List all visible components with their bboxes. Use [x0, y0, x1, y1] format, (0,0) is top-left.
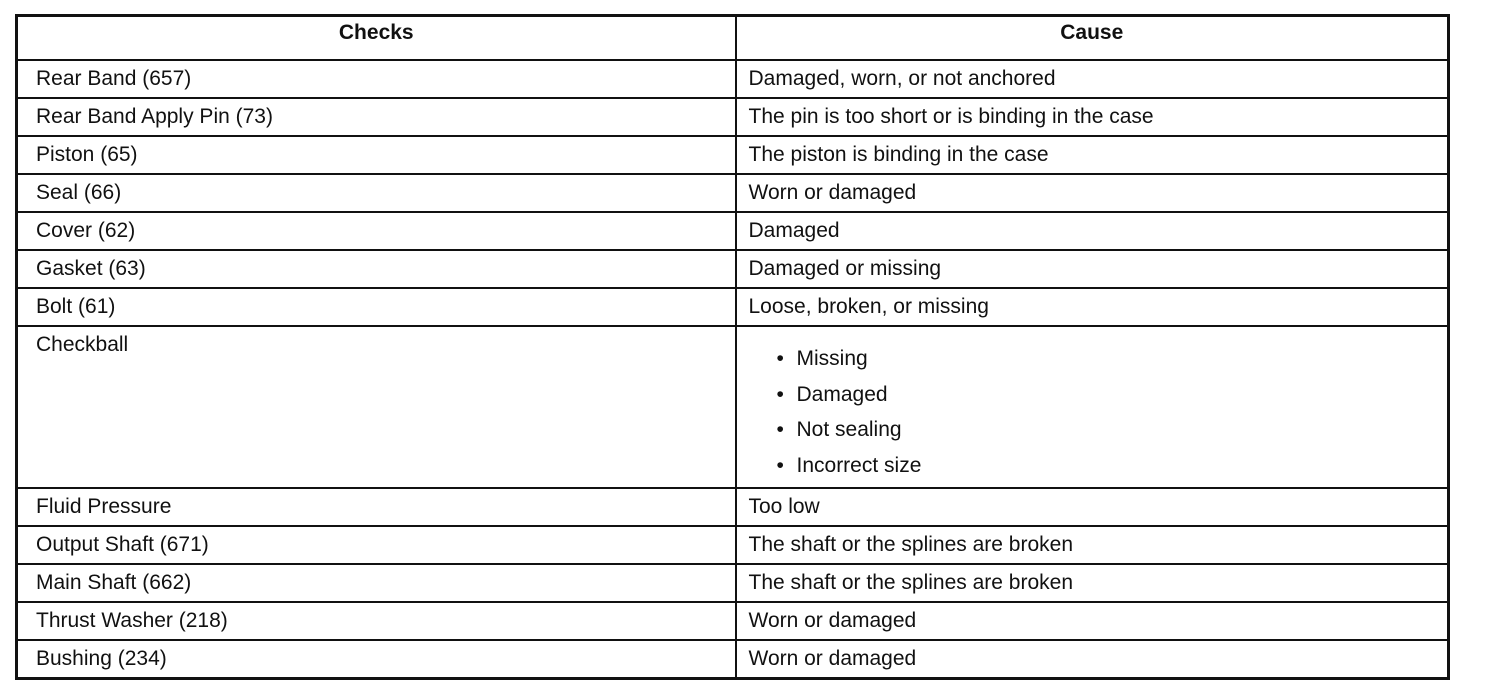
check-cell: Rear Band (657): [17, 60, 736, 98]
table-row: [17, 60, 1449, 98]
check-cell: Bolt (61): [17, 288, 736, 326]
table-row: [17, 174, 1449, 212]
cause-cell: The shaft or the splines are broken: [736, 564, 1449, 602]
bullet-icon: •: [776, 382, 784, 406]
cause-cell: Worn or damaged: [736, 602, 1449, 640]
check-cell: Bushing (234): [17, 640, 736, 678]
table-row: [17, 564, 1449, 602]
bullet-text: Incorrect size: [796, 453, 922, 477]
cause-cell: [736, 326, 1449, 488]
check-cell: Main Shaft (662): [17, 564, 736, 602]
table-row: [17, 602, 1449, 640]
cause-cell: Worn or damaged: [736, 174, 1449, 212]
cause-cell: Worn or damaged: [736, 640, 1449, 678]
table-row: [17, 288, 1449, 326]
bullet-icon: •: [776, 347, 784, 370]
table-row: [17, 326, 1449, 488]
bullet-icon: •: [776, 453, 784, 477]
cause-bullet-item: [773, 377, 1440, 413]
cause-cell: The pin is too short or is binding in the case: [736, 98, 1449, 136]
check-cell: Seal (66): [17, 174, 736, 212]
cause-cell: Damaged or missing: [736, 250, 1449, 288]
check-cell: Piston (65): [17, 136, 736, 174]
cause-bullet-item: [773, 412, 1440, 448]
cause-cell: Loose, broken, or missing: [736, 288, 1449, 326]
check-cell: Fluid Pressure: [17, 488, 736, 526]
cause-cell: Damaged, worn, or not anchored: [736, 60, 1449, 98]
cause-bullet-item: [773, 448, 1440, 484]
checks-cause-table: [15, 14, 1450, 680]
header-cause: Cause: [736, 16, 1449, 61]
header-checks: Checks: [17, 16, 736, 61]
check-cell: Cover (62): [17, 212, 736, 250]
table-row: [17, 136, 1449, 174]
cause-cell: The piston is binding in the case: [736, 136, 1449, 174]
cause-cell: Damaged: [736, 212, 1449, 250]
check-cell: Checkball: [17, 326, 736, 488]
check-cell: Rear Band Apply Pin (73): [17, 98, 736, 136]
bullet-text: Not sealing: [796, 418, 902, 441]
table-row: [17, 526, 1449, 564]
table-header-row: [17, 16, 1449, 61]
check-cell: Output Shaft (671): [17, 526, 736, 564]
table-row: [17, 212, 1449, 250]
table-row: [17, 640, 1449, 678]
bullet-text: Missing: [796, 347, 868, 370]
table-row: [17, 250, 1449, 288]
cause-bullet-list: [749, 341, 1440, 483]
table-row: [17, 488, 1449, 526]
cause-cell: The shaft or the splines are broken: [736, 526, 1449, 564]
table-row: [17, 98, 1449, 136]
cause-cell: Too low: [736, 488, 1449, 526]
bullet-text: Damaged: [796, 382, 888, 406]
check-cell: Gasket (63): [17, 250, 736, 288]
check-cell: Thrust Washer (218): [17, 602, 736, 640]
cause-bullet-item: [773, 341, 1440, 377]
bullet-icon: •: [776, 418, 784, 441]
